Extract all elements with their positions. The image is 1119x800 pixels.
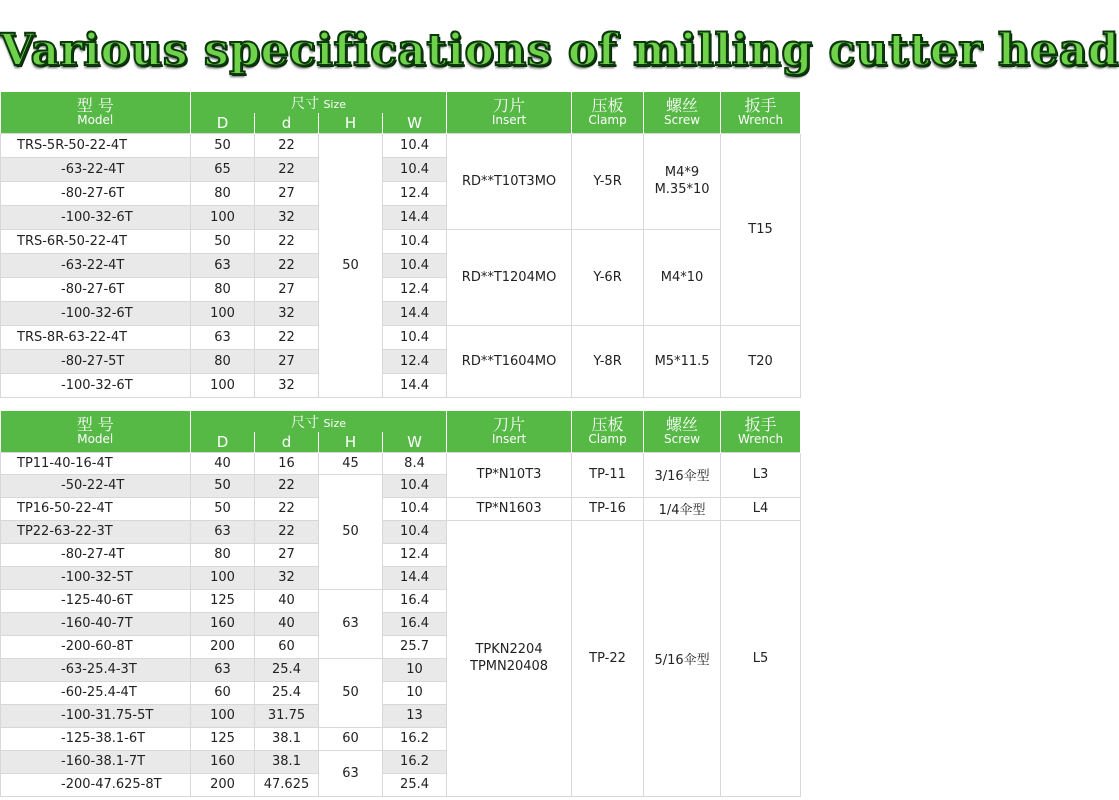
header-screw: 螺丝 Screw xyxy=(644,92,721,133)
H-cell: 50 xyxy=(319,658,383,727)
D-cell: 63 xyxy=(191,658,255,681)
D-cell: 125 xyxy=(191,727,255,750)
insert-cell: RD**T1204MO xyxy=(447,229,572,325)
screw-cell: M4*9 M.35*10 xyxy=(644,133,721,229)
D-cell: 80 xyxy=(191,277,255,301)
D-cell: 100 xyxy=(191,301,255,325)
d-cell: 60 xyxy=(255,635,319,658)
D-cell: 200 xyxy=(191,635,255,658)
W-cell: 14.4 xyxy=(383,373,447,397)
W-cell: 10.4 xyxy=(383,229,447,253)
W-cell: 16.2 xyxy=(383,727,447,750)
W-cell: 16.4 xyxy=(383,612,447,635)
screw-cell: 5/16伞型 xyxy=(644,520,721,796)
model-cell: -80-27-5T xyxy=(1,349,191,373)
d-cell: 22 xyxy=(255,325,319,349)
d-cell: 22 xyxy=(255,497,319,520)
screw-cell: 3/16伞型 xyxy=(644,452,721,497)
table-row xyxy=(1,133,801,157)
model-cell: -60-25.4-4T xyxy=(1,681,191,704)
header-model: 型 号 Model xyxy=(1,92,191,133)
W-cell: 25.7 xyxy=(383,635,447,658)
header-W: W xyxy=(383,113,447,133)
D-cell: 50 xyxy=(191,229,255,253)
H-cell: 60 xyxy=(319,727,383,750)
model-cell: TRS-6R-50-22-4T xyxy=(1,229,191,253)
header-clamp: 压板 Clamp xyxy=(572,411,644,452)
screw-cell: 1/4伞型 xyxy=(644,497,721,520)
model-cell: -80-27-4T xyxy=(1,543,191,566)
model-cell: TRS-8R-63-22-4T xyxy=(1,325,191,349)
d-cell: 22 xyxy=(255,253,319,277)
table-row xyxy=(1,520,801,543)
D-cell: 80 xyxy=(191,543,255,566)
header-clamp: 压板 Clamp xyxy=(572,92,644,133)
model-cell: -100-32-5T xyxy=(1,566,191,589)
insert-cell: TP*N10T3 xyxy=(447,452,572,497)
header-H: H xyxy=(319,113,383,133)
d-cell: 27 xyxy=(255,181,319,205)
D-cell: 63 xyxy=(191,520,255,543)
D-cell: 125 xyxy=(191,589,255,612)
table-row xyxy=(1,452,801,474)
model-cell: -63-22-4T xyxy=(1,253,191,277)
clamp-cell: TP-22 xyxy=(572,520,644,796)
d-cell: 38.1 xyxy=(255,750,319,773)
clamp-cell: TP-16 xyxy=(572,497,644,520)
W-cell: 12.4 xyxy=(383,543,447,566)
D-cell: 100 xyxy=(191,566,255,589)
W-cell: 16.4 xyxy=(383,589,447,612)
model-cell: -50-22-4T xyxy=(1,474,191,497)
model-cell: -80-27-6T xyxy=(1,277,191,301)
W-cell: 10.4 xyxy=(383,520,447,543)
clamp-cell: Y-5R xyxy=(572,133,644,229)
model-cell: -160-38.1-7T xyxy=(1,750,191,773)
header-d: d xyxy=(255,432,319,452)
H-cell: 63 xyxy=(319,589,383,658)
W-cell: 16.2 xyxy=(383,750,447,773)
D-cell: 100 xyxy=(191,373,255,397)
W-cell: 14.4 xyxy=(383,301,447,325)
page-title: Various specifications of milling cutter head xyxy=(0,25,1119,76)
insert-cell: RD**T1604MO xyxy=(447,325,572,397)
W-cell: 25.4 xyxy=(383,773,447,796)
H-cell: 50 xyxy=(319,133,383,397)
W-cell: 12.4 xyxy=(383,349,447,373)
d-cell: 38.1 xyxy=(255,727,319,750)
wrench-cell: T15 xyxy=(721,133,801,325)
model-cell: -100-32-6T xyxy=(1,373,191,397)
model-cell: -125-40-6T xyxy=(1,589,191,612)
W-cell: 10.4 xyxy=(383,497,447,520)
header-d: d xyxy=(255,113,319,133)
model-cell: -200-60-8T xyxy=(1,635,191,658)
D-cell: 50 xyxy=(191,133,255,157)
d-cell: 40 xyxy=(255,589,319,612)
D-cell: 65 xyxy=(191,157,255,181)
insert-cell: TPKN2204 TPMN20408 xyxy=(447,520,572,796)
table-row xyxy=(1,229,801,253)
D-cell: 63 xyxy=(191,253,255,277)
header-insert: 刀片 Insert xyxy=(447,411,572,452)
clamp-cell: TP-11 xyxy=(572,452,644,497)
wrench-cell: L4 xyxy=(721,497,801,520)
W-cell: 10 xyxy=(383,658,447,681)
clamp-cell: Y-6R xyxy=(572,229,644,325)
D-cell: 60 xyxy=(191,681,255,704)
d-cell: 32 xyxy=(255,373,319,397)
W-cell: 12.4 xyxy=(383,181,447,205)
D-cell: 50 xyxy=(191,497,255,520)
screw-cell: M5*11.5 xyxy=(644,325,721,397)
model-cell: -80-27-6T xyxy=(1,181,191,205)
header-wrench: 扳手 Wrench xyxy=(721,92,801,133)
d-cell: 22 xyxy=(255,520,319,543)
d-cell: 27 xyxy=(255,277,319,301)
W-cell: 14.4 xyxy=(383,566,447,589)
header-size: 尺寸 Size xyxy=(191,411,447,432)
clamp-cell: Y-8R xyxy=(572,325,644,397)
model-cell: TP22-63-22-3T xyxy=(1,520,191,543)
d-cell: 32 xyxy=(255,566,319,589)
d-cell: 40 xyxy=(255,612,319,635)
W-cell: 10.4 xyxy=(383,157,447,181)
model-cell: -100-31.75-5T xyxy=(1,704,191,727)
model-cell: -100-32-6T xyxy=(1,301,191,325)
header-D: D xyxy=(191,113,255,133)
header-H: H xyxy=(319,432,383,452)
H-cell: 45 xyxy=(319,452,383,474)
d-cell: 47.625 xyxy=(255,773,319,796)
model-cell: -160-40-7T xyxy=(1,612,191,635)
d-cell: 22 xyxy=(255,157,319,181)
header-size: 尺寸 Size xyxy=(191,92,447,113)
d-cell: 22 xyxy=(255,133,319,157)
W-cell: 10.4 xyxy=(383,133,447,157)
spec-table-2 xyxy=(0,411,801,797)
W-cell: 10.4 xyxy=(383,325,447,349)
W-cell: 10.4 xyxy=(383,253,447,277)
d-cell: 25.4 xyxy=(255,658,319,681)
model-cell: TRS-5R-50-22-4T xyxy=(1,133,191,157)
d-cell: 22 xyxy=(255,474,319,497)
header-screw: 螺丝 Screw xyxy=(644,411,721,452)
d-cell: 31.75 xyxy=(255,704,319,727)
D-cell: 50 xyxy=(191,474,255,497)
W-cell: 13 xyxy=(383,704,447,727)
spec-table-1 xyxy=(0,92,801,398)
d-cell: 32 xyxy=(255,301,319,325)
d-cell: 32 xyxy=(255,205,319,229)
model-cell: -100-32-6T xyxy=(1,205,191,229)
insert-cell: TP*N1603 xyxy=(447,497,572,520)
H-cell: 50 xyxy=(319,474,383,589)
D-cell: 160 xyxy=(191,750,255,773)
H-cell: 63 xyxy=(319,750,383,796)
model-cell: -200-47.625-8T xyxy=(1,773,191,796)
d-cell: 16 xyxy=(255,452,319,474)
D-cell: 40 xyxy=(191,452,255,474)
D-cell: 80 xyxy=(191,349,255,373)
d-cell: 27 xyxy=(255,543,319,566)
d-cell: 25.4 xyxy=(255,681,319,704)
wrench-cell: L3 xyxy=(721,452,801,497)
table-row xyxy=(1,497,801,520)
W-cell: 10.4 xyxy=(383,474,447,497)
wrench-cell: L5 xyxy=(721,520,801,796)
screw-cell: M4*10 xyxy=(644,229,721,325)
W-cell: 8.4 xyxy=(383,452,447,474)
model-cell: -125-38.1-6T xyxy=(1,727,191,750)
D-cell: 100 xyxy=(191,704,255,727)
model-cell: TP16-50-22-4T xyxy=(1,497,191,520)
wrench-cell: T20 xyxy=(721,325,801,397)
W-cell: 12.4 xyxy=(383,277,447,301)
header-insert: 刀片 Insert xyxy=(447,92,572,133)
model-cell: -63-25.4-3T xyxy=(1,658,191,681)
model-cell: TP11-40-16-4T xyxy=(1,452,191,474)
D-cell: 63 xyxy=(191,325,255,349)
model-cell: -63-22-4T xyxy=(1,157,191,181)
table-row xyxy=(1,325,801,349)
insert-cell: RD**T10T3MO xyxy=(447,133,572,229)
D-cell: 160 xyxy=(191,612,255,635)
header-W: W xyxy=(383,432,447,452)
D-cell: 100 xyxy=(191,205,255,229)
d-cell: 27 xyxy=(255,349,319,373)
W-cell: 14.4 xyxy=(383,205,447,229)
d-cell: 22 xyxy=(255,229,319,253)
D-cell: 200 xyxy=(191,773,255,796)
header-wrench: 扳手 Wrench xyxy=(721,411,801,452)
D-cell: 80 xyxy=(191,181,255,205)
W-cell: 10 xyxy=(383,681,447,704)
header-model: 型 号 Model xyxy=(1,411,191,452)
header-D: D xyxy=(191,432,255,452)
